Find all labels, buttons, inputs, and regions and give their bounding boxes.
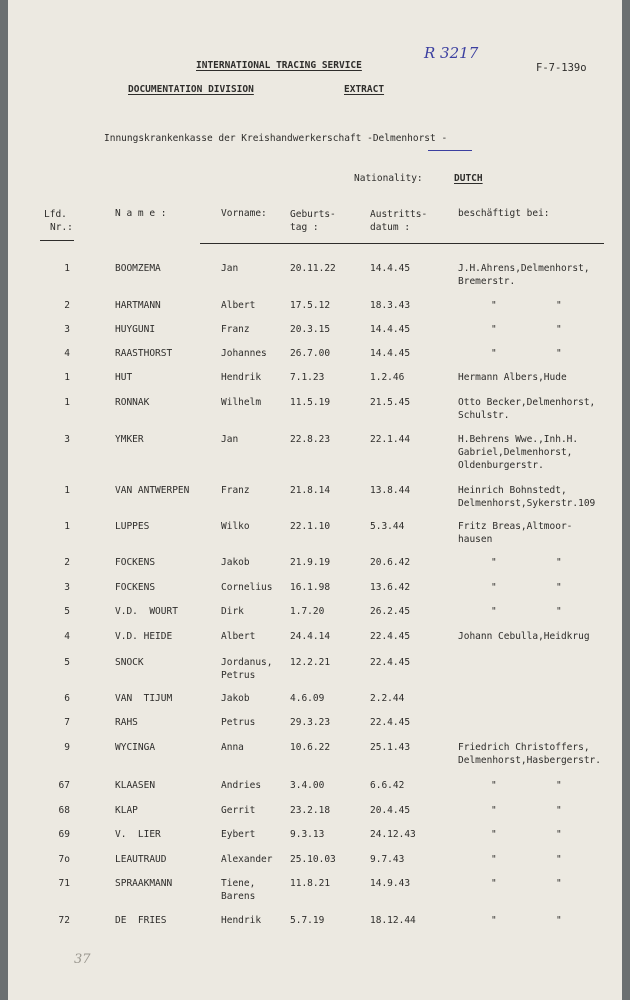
birth-date: 22.8.23	[290, 434, 331, 445]
exit-date: 2.2.44	[370, 693, 405, 704]
birth-date: 21.8.14	[290, 485, 331, 496]
birth-date: 23.2.18	[290, 805, 331, 816]
lfd-number: 1	[64, 521, 70, 532]
first-name: Hendrik	[221, 372, 262, 383]
birth-date: 5.7.19	[290, 915, 325, 926]
ditto-mark: "	[556, 878, 562, 889]
ditto-mark: "	[491, 300, 497, 311]
ditto-mark: "	[556, 829, 562, 840]
surname: FOCKENS	[115, 582, 156, 593]
ditto-mark: "	[556, 780, 562, 791]
employer: Heinrich Bohnstedt, Delmenhorst,Sykerstr.109	[458, 485, 596, 509]
surname: V.D. HEIDE	[115, 631, 173, 642]
ditto-mark: "	[556, 805, 562, 816]
first-name: Jakob	[221, 557, 250, 568]
col-header-vorname: Vorname:	[221, 208, 267, 219]
exit-date: 14.9.43	[370, 878, 411, 889]
ditto-mark: "	[491, 557, 497, 568]
lfd-number: 7o	[58, 854, 70, 865]
birth-date: 17.5.12	[290, 300, 331, 311]
birth-date: 4.6.09	[290, 693, 325, 704]
exit-date: 22.1.44	[370, 434, 411, 445]
first-name: Tiene, Barens	[221, 878, 256, 902]
lfd-number: 2	[64, 557, 70, 568]
first-name: Anna	[221, 742, 244, 753]
exit-date: 9.7.43	[370, 854, 405, 865]
exit-date: 22.4.45	[370, 717, 411, 728]
ditto-mark: "	[491, 780, 497, 791]
file-code: F-7-139o	[536, 62, 587, 74]
col-header-austritt: Austritts- datum :	[370, 209, 428, 233]
exit-date: 21.5.45	[370, 397, 411, 408]
birth-date: 3.4.00	[290, 780, 325, 791]
lfd-number: 1	[64, 372, 70, 383]
first-name: Jakob	[221, 693, 250, 704]
lfd-number: 1	[64, 397, 70, 408]
birth-date: 7.1.23	[290, 372, 325, 383]
ditto-mark: "	[491, 854, 497, 865]
employer: Hermann Albers,Hude	[458, 372, 567, 383]
birth-date: 9.3.13	[290, 829, 325, 840]
first-name: Hendrik	[221, 915, 262, 926]
surname: YMKER	[115, 434, 144, 445]
surname: FOCKENS	[115, 557, 156, 568]
employer: Johann Cebulla,Heidkrug	[458, 631, 590, 642]
surname: BOOMZEMA	[115, 263, 161, 274]
exit-date: 18.3.43	[370, 300, 411, 311]
extract-label: EXTRACT	[344, 84, 385, 95]
lfd-number: 67	[58, 780, 70, 791]
lfd-number: 4	[64, 631, 70, 642]
lfd-number: 3	[64, 324, 70, 335]
exit-date: 18.12.44	[370, 915, 416, 926]
surname: V. LIER	[115, 829, 161, 840]
exit-date: 14.4.45	[370, 263, 411, 274]
exit-date: 20.6.42	[370, 557, 411, 568]
lfd-number: 71	[58, 878, 70, 889]
exit-date: 5.3.44	[370, 521, 405, 532]
lfd-number: 3	[64, 582, 70, 593]
document-sheet	[8, 0, 622, 1000]
surname: VAN ANTWERPEN	[115, 485, 190, 496]
exit-date: 26.2.45	[370, 606, 411, 617]
lfd-number: 5	[64, 657, 70, 668]
ditto-mark: "	[491, 324, 497, 335]
exit-date: 13.6.42	[370, 582, 411, 593]
surname: RAASTHORST	[115, 348, 173, 359]
employer: H.Behrens Wwe.,Inh.H. Gabriel,Delmenhorst, Oldenburgerstr.	[458, 434, 579, 471]
birth-date: 29.3.23	[290, 717, 331, 728]
exit-date: 14.4.45	[370, 324, 411, 335]
ditto-mark: "	[556, 300, 562, 311]
ditto-mark: "	[491, 606, 497, 617]
ditto-mark: "	[556, 606, 562, 617]
org-title: INTERNATIONAL TRACING SERVICE	[196, 60, 362, 71]
blue-underline	[428, 150, 472, 151]
first-name: Johannes	[221, 348, 267, 359]
surname: HUYGUNI	[115, 324, 156, 335]
lfd-number: 6	[64, 693, 70, 704]
surname: VAN TIJUM	[115, 693, 173, 704]
ditto-mark: "	[491, 915, 497, 926]
surname: RAHS	[115, 717, 138, 728]
handwritten-reference: R 3217	[424, 44, 479, 62]
ditto-mark: "	[491, 878, 497, 889]
first-name: Petrus	[221, 717, 256, 728]
exit-date: 6.6.42	[370, 780, 405, 791]
birth-date: 24.4.14	[290, 631, 331, 642]
lfd-number: 4	[64, 348, 70, 359]
exit-date: 25.1.43	[370, 742, 411, 753]
ditto-mark: "	[491, 582, 497, 593]
first-name: Jan	[221, 434, 239, 445]
nationality-value: DUTCH	[454, 173, 483, 184]
exit-date: 24.12.43	[370, 829, 416, 840]
header-rule-lfd	[40, 240, 74, 241]
surname: V.D. WOURT	[115, 606, 178, 617]
lfd-number: 68	[58, 805, 70, 816]
first-name: Andries	[221, 780, 262, 791]
lfd-number: 3	[64, 434, 70, 445]
first-name: Jordanus, Petrus	[221, 657, 273, 681]
col-header-geburtstag: Geburts- tag :	[290, 209, 336, 233]
birth-date: 20.11.22	[290, 263, 336, 274]
lfd-number: 1	[64, 485, 70, 496]
first-name: Franz	[221, 485, 250, 496]
first-name: Cornelius	[221, 582, 273, 593]
division-title: DOCUMENTATION DIVISION	[128, 84, 254, 95]
ditto-mark: "	[556, 915, 562, 926]
exit-date: 22.4.45	[370, 631, 411, 642]
ditto-mark: "	[556, 854, 562, 865]
surname: SPRAAKMANN	[115, 878, 173, 889]
surname: KLAP	[115, 805, 138, 816]
lfd-number: 69	[58, 829, 70, 840]
first-name: Franz	[221, 324, 250, 335]
employer: J.H.Ahrens,Delmenhorst, Bremerstr.	[458, 263, 590, 287]
col-header-employer: beschäftigt bei:	[458, 208, 550, 219]
first-name: Albert	[221, 300, 256, 311]
ditto-mark: "	[556, 348, 562, 359]
birth-date: 10.6.22	[290, 742, 331, 753]
lfd-number: 72	[58, 915, 70, 926]
surname: KLAASEN	[115, 780, 156, 791]
first-name: Jan	[221, 263, 239, 274]
exit-date: 13.8.44	[370, 485, 411, 496]
first-name: Gerrit	[221, 805, 256, 816]
surname: HARTMANN	[115, 300, 161, 311]
birth-date: 16.1.98	[290, 582, 331, 593]
ditto-mark: "	[556, 324, 562, 335]
employer: Fritz Breas,Altmoor- hausen	[458, 521, 573, 545]
lfd-number: 9	[64, 742, 70, 753]
margin-note: 37	[74, 952, 91, 967]
birth-date: 21.9.19	[290, 557, 331, 568]
lfd-number: 2	[64, 300, 70, 311]
surname: SNOCK	[115, 657, 144, 668]
surname: LEAUTRAUD	[115, 854, 167, 865]
ditto-mark: "	[491, 829, 497, 840]
surname: WYCINGA	[115, 742, 156, 753]
birth-date: 1.7.20	[290, 606, 325, 617]
birth-date: 20.3.15	[290, 324, 331, 335]
birth-date: 12.2.21	[290, 657, 331, 668]
surname: HUT	[115, 372, 133, 383]
exit-date: 20.4.45	[370, 805, 411, 816]
birth-date: 11.5.19	[290, 397, 331, 408]
ditto-mark: "	[556, 557, 562, 568]
col-header-name: N a m e :	[115, 208, 167, 219]
lfd-number: 1	[64, 263, 70, 274]
first-name: Albert	[221, 631, 256, 642]
surname: RONNAK	[115, 397, 150, 408]
first-name: Wilhelm	[221, 397, 262, 408]
lfd-number: 7	[64, 717, 70, 728]
birth-date: 22.1.10	[290, 521, 331, 532]
first-name: Eybert	[221, 829, 256, 840]
first-name: Alexander	[221, 854, 273, 865]
exit-date: 14.4.45	[370, 348, 411, 359]
exit-date: 1.2.46	[370, 372, 405, 383]
lfd-number: 5	[64, 606, 70, 617]
employer: Otto Becker,Delmenhorst, Schulstr.	[458, 397, 596, 421]
ditto-mark: "	[556, 582, 562, 593]
nationality-label: Nationality:	[354, 173, 423, 184]
surname: LUPPES	[115, 521, 150, 532]
ditto-mark: "	[491, 348, 497, 359]
source-line: Innungskrankenkasse der Kreishandwerkerschaft -Delmenhorst -	[104, 133, 448, 144]
birth-date: 25.10.03	[290, 854, 336, 865]
surname: DE FRIES	[115, 915, 167, 926]
ditto-mark: "	[491, 805, 497, 816]
exit-date: 22.4.45	[370, 657, 411, 668]
employer: Friedrich Christoffers, Delmenhorst,Hasbergerstr.	[458, 742, 601, 766]
first-name: Dirk	[221, 606, 244, 617]
birth-date: 11.8.21	[290, 878, 331, 889]
first-name: Wilko	[221, 521, 250, 532]
birth-date: 26.7.00	[290, 348, 331, 359]
header-rule	[200, 243, 604, 244]
col-header-lfd: Lfd. Nr.:	[44, 209, 73, 233]
